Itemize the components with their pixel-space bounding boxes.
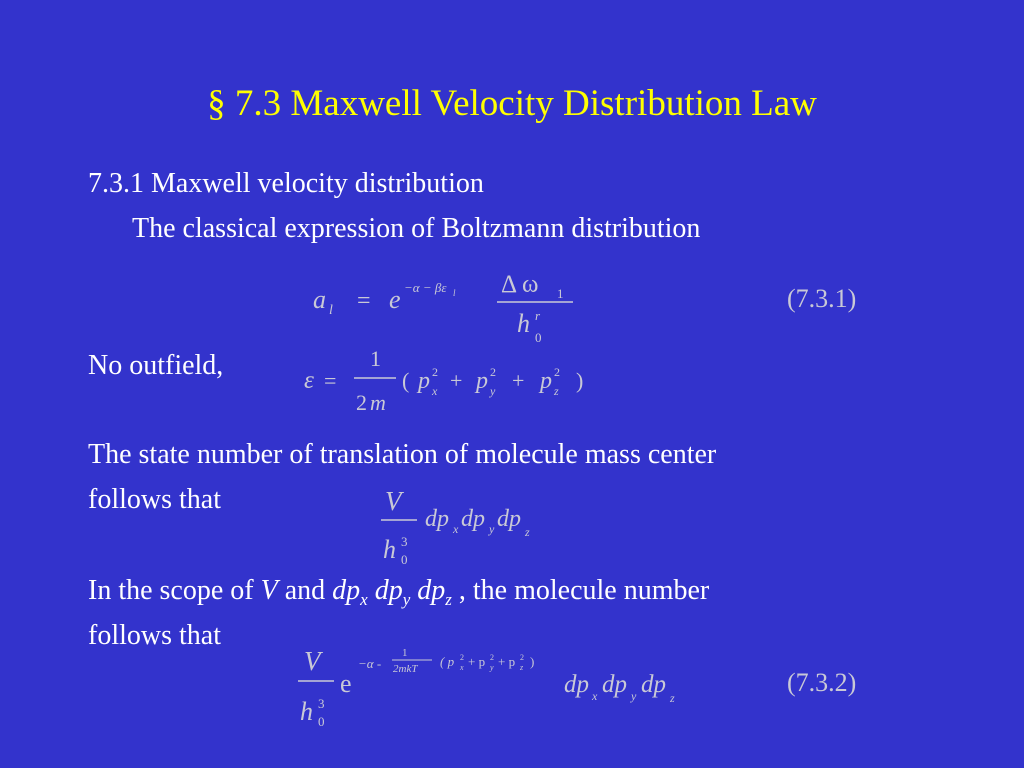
svg-text:p: p — [540, 368, 552, 394]
svg-text:2: 2 — [356, 390, 367, 415]
svg-text:dp: dp — [497, 506, 521, 532]
state-number-expression — [375, 480, 580, 568]
svg-text:p: p — [476, 368, 488, 394]
svg-text:dp: dp — [461, 506, 485, 532]
svg-text:m: m — [370, 390, 386, 415]
svg-text:l: l — [453, 288, 456, 298]
svg-text:0: 0 — [401, 552, 408, 567]
equation-number-7-3-1: (7.3.1) — [787, 284, 857, 313]
svg-text:V: V — [385, 486, 402, 516]
svg-text:): ) — [530, 654, 535, 669]
svg-text:dp: dp — [602, 671, 627, 698]
svg-text:dp: dp — [564, 671, 589, 698]
svg-text:3: 3 — [401, 534, 408, 549]
svg-text:h: h — [300, 697, 313, 726]
svg-text:z: z — [554, 384, 559, 398]
svg-text:r: r — [535, 308, 541, 323]
equation-7-3-1 — [305, 262, 585, 347]
svg-text:z: z — [670, 691, 675, 705]
svg-text:x: x — [432, 384, 438, 398]
scope-volume-symbol: V — [260, 575, 278, 606]
svg-text:a: a — [313, 285, 326, 314]
svg-text:+ p: + p — [468, 654, 486, 669]
svg-text:h: h — [383, 535, 396, 564]
svg-text:dp: dp — [425, 506, 449, 532]
svg-text:(: ( — [402, 368, 410, 393]
svg-text:2: 2 — [432, 365, 438, 379]
scope-and: and — [277, 575, 333, 606]
svg-text:−α − βε: −α − βε — [404, 280, 447, 295]
svg-text:2: 2 — [520, 653, 524, 662]
svg-text:+: + — [450, 368, 463, 393]
svg-text:3: 3 — [318, 696, 325, 711]
svg-text:Δ ω: Δ ω — [501, 271, 539, 298]
svg-text:−α -: −α - — [358, 656, 382, 671]
scope-x-subscript: x — [360, 590, 368, 609]
state-number-line-2: follows that — [88, 484, 221, 515]
svg-text:1: 1 — [370, 346, 381, 371]
svg-text:2mkT: 2mkT — [393, 663, 418, 675]
svg-text:e: e — [340, 669, 352, 698]
svg-text:=: = — [357, 288, 371, 314]
svg-text:2: 2 — [460, 653, 464, 662]
svg-text:x: x — [453, 522, 459, 536]
svg-text:+: + — [512, 368, 525, 393]
state-number-line-1: The state number of translation of molecule mass center — [88, 439, 717, 470]
svg-text:x: x — [592, 689, 598, 703]
slide-title: § 7.3 Maxwell Velocity Distribution Law — [207, 83, 817, 124]
no-outfield-label: No outfield, — [88, 350, 224, 381]
svg-text:e: e — [389, 285, 401, 314]
svg-text:=: = — [324, 368, 337, 393]
svg-text:z: z — [520, 663, 524, 672]
svg-text:): ) — [576, 368, 584, 393]
svg-text:y: y — [489, 522, 495, 536]
svg-text:0: 0 — [318, 714, 325, 729]
section-heading: 7.3.1 Maxwell velocity distribution — [88, 168, 484, 199]
svg-text:z: z — [525, 525, 530, 539]
svg-text:l: l — [329, 303, 333, 318]
svg-text:p: p — [418, 368, 430, 394]
svg-text:1: 1 — [557, 286, 564, 301]
scope-z-subscript: z — [445, 590, 452, 609]
svg-text:2: 2 — [490, 653, 494, 662]
scope-line — [88, 575, 709, 610]
energy-expression — [298, 340, 598, 420]
scope-dp-y: dp — [374, 575, 403, 606]
svg-text:dp: dp — [641, 671, 666, 698]
svg-text:h: h — [517, 309, 530, 338]
svg-text:y: y — [490, 384, 496, 398]
svg-text:2: 2 — [490, 365, 496, 379]
svg-text:( p: ( p — [440, 654, 455, 669]
svg-text:1: 1 — [402, 647, 408, 659]
subheading: The classical expression of Boltzmann distribution — [132, 213, 701, 244]
follows-that-2: follows that — [88, 620, 221, 651]
svg-text:ε: ε — [304, 367, 314, 394]
svg-text:y: y — [490, 663, 494, 672]
svg-text:+ p: + p — [498, 654, 516, 669]
equation-number-7-3-2: (7.3.2) — [787, 668, 857, 697]
scope-dp-z: dp — [417, 575, 446, 606]
svg-text:y: y — [631, 689, 637, 703]
scope-y-subscript: y — [402, 590, 411, 609]
svg-text:0: 0 — [535, 330, 542, 345]
equation-7-3-2 — [292, 640, 722, 732]
scope-prefix: In the scope of — [88, 575, 261, 606]
scope-suffix: , the molecule number — [451, 575, 710, 606]
scope-dp-x: dp — [332, 575, 361, 606]
svg-text:x: x — [460, 663, 464, 672]
svg-text:V: V — [304, 646, 321, 676]
svg-text:2: 2 — [554, 365, 560, 379]
